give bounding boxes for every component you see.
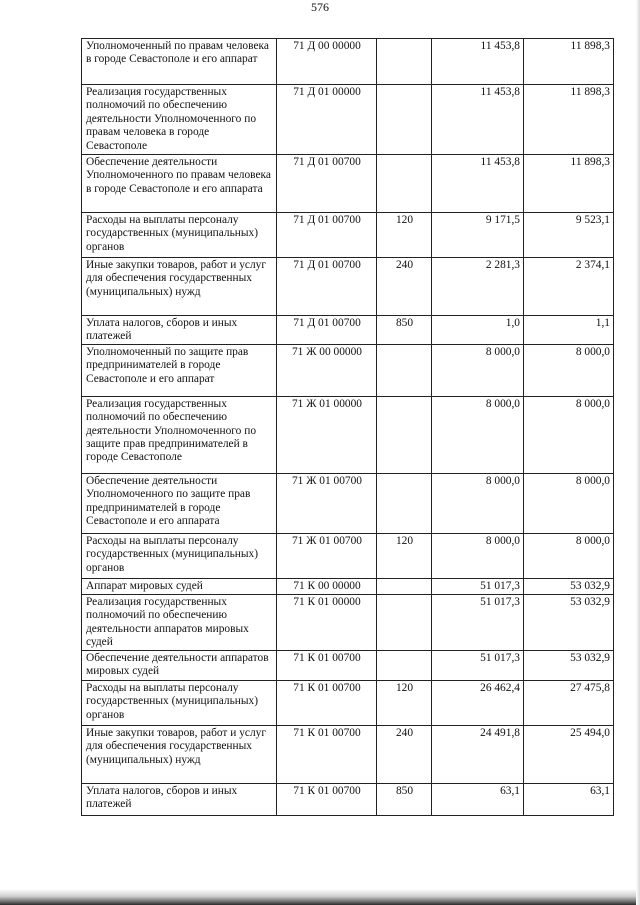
row-expense-type-cell	[377, 594, 432, 650]
row-expense-type-cell	[377, 650, 432, 680]
table-row	[82, 578, 614, 594]
table-row	[82, 680, 614, 725]
row-code-cell: 71 Д 01 00700	[277, 213, 377, 258]
row-value-year1-cell: 11 453,8	[432, 85, 524, 155]
budget-table	[81, 38, 614, 816]
row-code-cell: 71 Д 01 00700	[277, 316, 377, 345]
row-value-year1-cell: 11 453,8	[432, 155, 524, 213]
row-expense-type-cell: 850	[377, 316, 432, 345]
row-value-year1-cell: 9 171,5	[432, 213, 524, 258]
budget-table-body	[82, 39, 614, 816]
row-value-year1-cell: 26 462,4	[432, 680, 524, 725]
row-value-year2-cell: 1,1	[524, 316, 614, 345]
row-name-cell: Уплата налогов, сборов и иных платежей	[82, 783, 277, 815]
row-value-year1-cell: 8 000,0	[432, 473, 524, 533]
row-name-cell: Обеспечение деятельности Уполномоченного по защите прав предпринимателей в городе Севастополе и его аппарата	[82, 473, 277, 533]
row-code-cell: 71 Ж 01 00700	[277, 533, 377, 578]
row-expense-type-cell: 850	[377, 783, 432, 815]
row-expense-type-cell	[377, 396, 432, 473]
row-code-cell: 71 Д 01 00000	[277, 85, 377, 155]
row-expense-type-cell	[377, 155, 432, 213]
row-name-cell: Уплата налогов, сборов и иных платежей	[82, 316, 277, 345]
row-code-cell: 71 К 01 00700	[277, 783, 377, 815]
row-expense-type-cell	[377, 85, 432, 155]
row-code-cell: 71 Ж 01 00000	[277, 396, 377, 473]
table-row	[82, 594, 614, 650]
row-value-year1-cell: 1,0	[432, 316, 524, 345]
row-value-year1-cell: 51 017,3	[432, 594, 524, 650]
row-value-year2-cell: 8 000,0	[524, 396, 614, 473]
table-row	[82, 473, 614, 533]
row-value-year2-cell: 8 000,0	[524, 473, 614, 533]
row-code-cell: 71 Д 01 00700	[277, 258, 377, 316]
row-expense-type-cell	[377, 39, 432, 85]
row-value-year1-cell: 51 017,3	[432, 650, 524, 680]
row-value-year2-cell: 11 898,3	[524, 155, 614, 213]
row-code-cell: 71 К 01 00700	[277, 725, 377, 783]
row-name-cell: Иные закупки товаров, работ и услуг для обеспечения государственных (муниципальных) нужд	[82, 258, 277, 316]
table-row	[82, 39, 614, 85]
table-row	[82, 396, 614, 473]
row-value-year1-cell: 11 453,8	[432, 39, 524, 85]
row-name-cell: Реализация государственных полномочий по обеспечению деятельности Уполномоченного по защите прав предпринимателей в городе Севастополе	[82, 396, 277, 473]
row-name-cell: Расходы на выплаты персоналу государственных (муниципальных) органов	[82, 213, 277, 258]
row-value-year1-cell: 8 000,0	[432, 533, 524, 578]
row-name-cell: Реализация государственных полномочий по обеспечению деятельности Уполномоченного по правам человека в городе Севастополе	[82, 85, 277, 155]
row-value-year2-cell: 53 032,9	[524, 578, 614, 594]
row-name-cell: Аппарат мировых судей	[82, 578, 277, 594]
row-name-cell: Расходы на выплаты персоналу государственных (муниципальных) органов	[82, 533, 277, 578]
row-value-year1-cell: 8 000,0	[432, 396, 524, 473]
table-row	[82, 258, 614, 316]
row-name-cell: Расходы на выплаты персоналу государственных (муниципальных) органов	[82, 680, 277, 725]
row-value-year2-cell: 8 000,0	[524, 344, 614, 396]
row-expense-type-cell: 120	[377, 533, 432, 578]
row-value-year1-cell: 51 017,3	[432, 578, 524, 594]
row-name-cell: Уполномоченный по защите прав предпринимателей в городе Севастополе и его аппарат	[82, 344, 277, 396]
table-row	[82, 155, 614, 213]
scan-right-edge	[636, 0, 640, 905]
row-value-year2-cell: 53 032,9	[524, 594, 614, 650]
row-expense-type-cell	[377, 473, 432, 533]
table-row	[82, 344, 614, 396]
row-expense-type-cell	[377, 578, 432, 594]
row-code-cell: 71 К 01 00700	[277, 680, 377, 725]
row-code-cell: 71 Ж 01 00700	[277, 473, 377, 533]
page-number: 576	[311, 0, 329, 14]
row-value-year1-cell: 2 281,3	[432, 258, 524, 316]
row-name-cell: Реализация государственных полномочий по обеспечению деятельности аппаратов мировых судей	[82, 594, 277, 650]
row-value-year2-cell: 8 000,0	[524, 533, 614, 578]
row-code-cell: 71 Д 00 00000	[277, 39, 377, 85]
row-expense-type-cell: 120	[377, 680, 432, 725]
row-name-cell: Уполномоченный по правам человека в городе Севастополе и его аппарат	[82, 39, 277, 85]
row-name-cell: Обеспечение деятельности аппаратов мировых судей	[82, 650, 277, 680]
row-code-cell: 71 Ж 00 00000	[277, 344, 377, 396]
scan-bottom-edge	[0, 889, 640, 905]
row-expense-type-cell: 240	[377, 725, 432, 783]
row-value-year2-cell: 53 032,9	[524, 650, 614, 680]
row-expense-type-cell	[377, 344, 432, 396]
table-row	[82, 533, 614, 578]
row-value-year2-cell: 63,1	[524, 783, 614, 815]
table-row	[82, 316, 614, 345]
row-value-year1-cell: 63,1	[432, 783, 524, 815]
row-value-year2-cell: 25 494,0	[524, 725, 614, 783]
row-name-cell: Обеспечение деятельности Уполномоченного по правам человека в городе Севастополе и его аппарата	[82, 155, 277, 213]
row-value-year2-cell: 11 898,3	[524, 39, 614, 85]
row-value-year1-cell: 24 491,8	[432, 725, 524, 783]
row-code-cell: 71 К 01 00700	[277, 650, 377, 680]
row-expense-type-cell: 240	[377, 258, 432, 316]
row-value-year1-cell: 8 000,0	[432, 344, 524, 396]
row-code-cell: 71 Д 01 00700	[277, 155, 377, 213]
row-code-cell: 71 К 01 00000	[277, 594, 377, 650]
table-row	[82, 85, 614, 155]
row-expense-type-cell: 120	[377, 213, 432, 258]
table-row	[82, 725, 614, 783]
table-row	[82, 783, 614, 815]
row-value-year2-cell: 9 523,1	[524, 213, 614, 258]
row-value-year2-cell: 27 475,8	[524, 680, 614, 725]
table-row	[82, 213, 614, 258]
table-row	[82, 650, 614, 680]
row-name-cell: Иные закупки товаров, работ и услуг для обеспечения государственных (муниципальных) нужд	[82, 725, 277, 783]
row-value-year2-cell: 11 898,3	[524, 85, 614, 155]
row-code-cell: 71 К 00 00000	[277, 578, 377, 594]
row-value-year2-cell: 2 374,1	[524, 258, 614, 316]
